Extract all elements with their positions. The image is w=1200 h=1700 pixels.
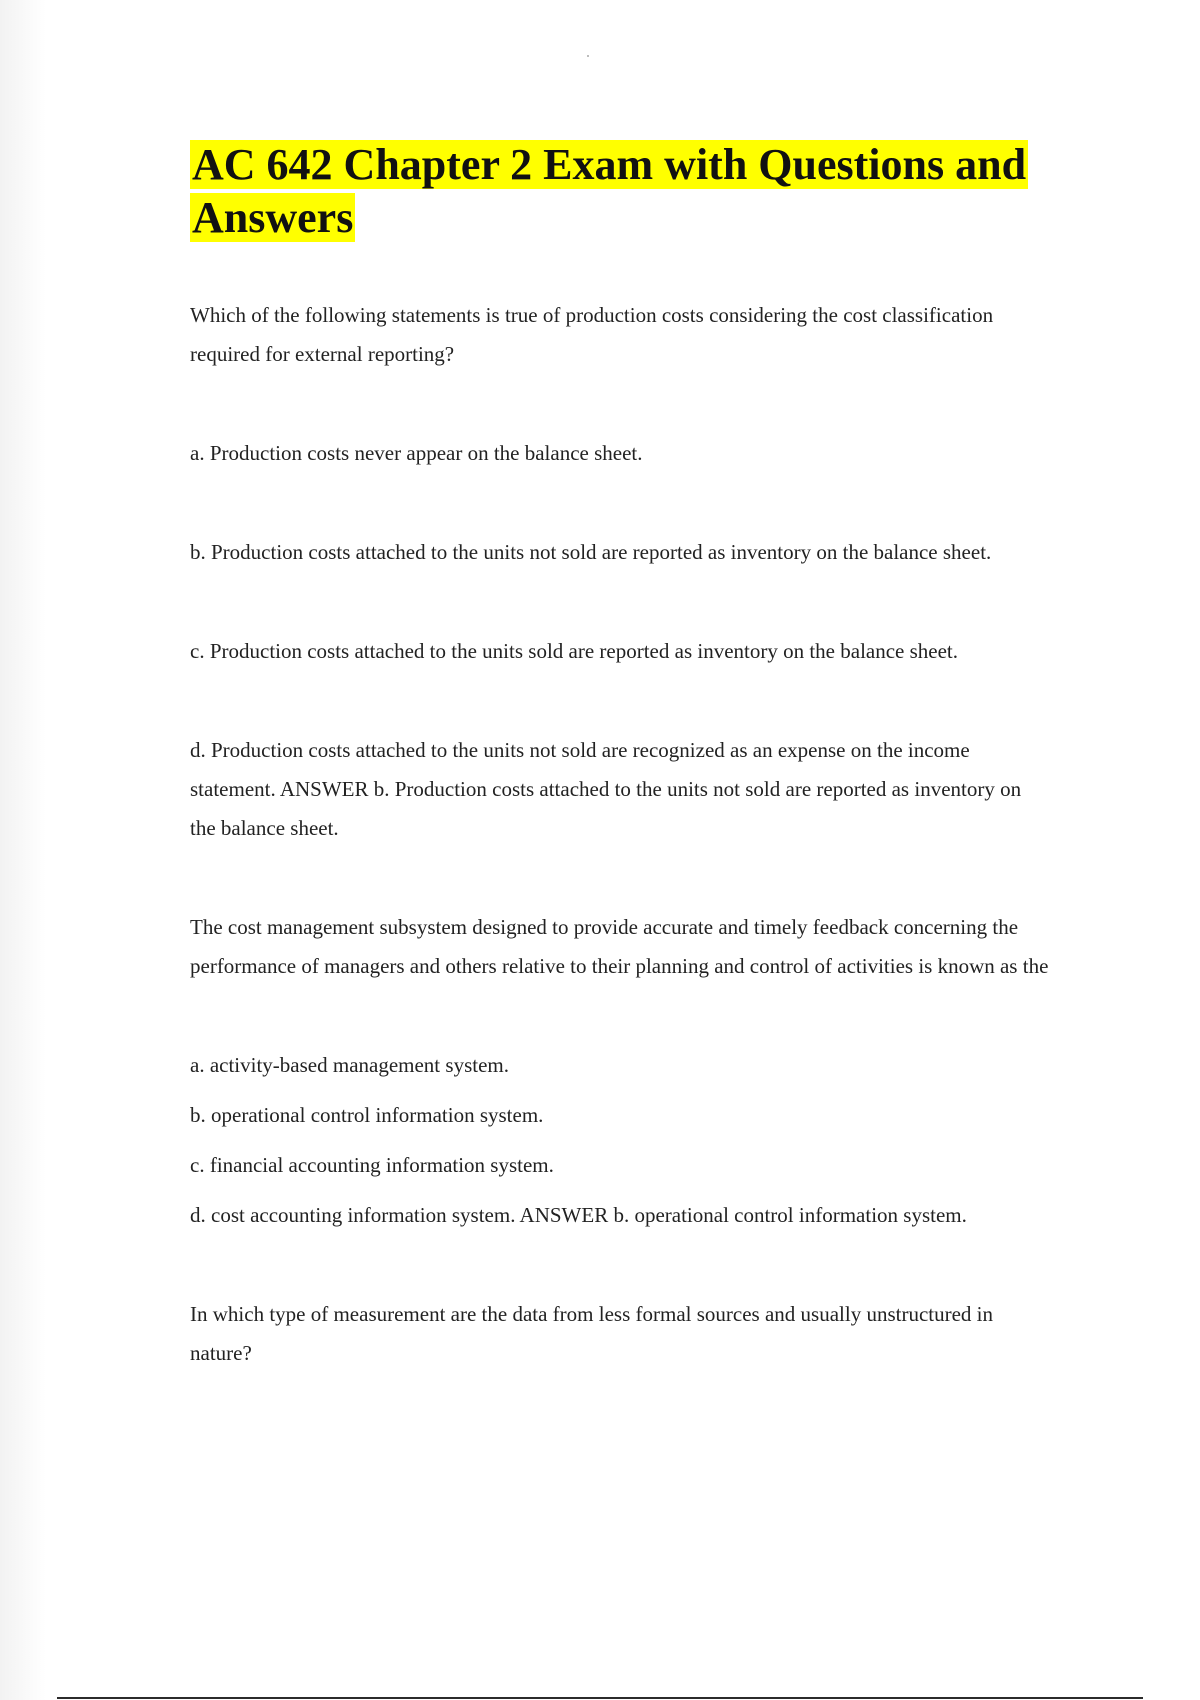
question-3-stem: In which type of measurement are the data from less formal sources and usually unstructured in nature? xyxy=(190,1302,993,1365)
question-2-option-c: c. financial accounting information system. xyxy=(190,1153,554,1177)
question-1-option-c: c. Production costs attached to the units sold are reported as inventory on the balance sheet. xyxy=(190,639,959,663)
question-2-stem: The cost management subsystem designed to provide accurate and timely feedback concerning the performance of managers and others relative to their planning and control of activities is known as the xyxy=(190,915,1049,978)
question-1-option-a: a. Production costs never appear on the balance sheet. xyxy=(190,441,643,465)
question-2-option-a: a. activity-based management system. xyxy=(190,1053,509,1077)
scan-speck xyxy=(587,55,589,57)
document-body xyxy=(190,138,1050,1373)
document-title xyxy=(190,138,1050,244)
title-highlight: AC 642 Chapter 2 Exam with Questions and Answers xyxy=(192,140,1027,242)
question-2-option-b: b. operational control information system. xyxy=(190,1103,544,1127)
footer-rule xyxy=(57,1697,1143,1699)
question-2-option-d-answer: d. cost accounting information system. ANSWER b. operational control information system. xyxy=(190,1203,967,1227)
question-1-option-d-answer: d. Production costs attached to the units not sold are recognized as an expense on the income statement. ANSWER b. Production costs attached to the units not sold are reported as inventory on the balance sheet. xyxy=(190,738,1022,840)
question-1-stem: Which of the following statements is true of production costs considering the cost classification required for external reporting? xyxy=(190,303,994,366)
question-1-option-b: b. Production costs attached to the units not sold are reported as inventory on the balance sheet. xyxy=(190,540,992,564)
page-edge-shadow xyxy=(0,0,46,1700)
